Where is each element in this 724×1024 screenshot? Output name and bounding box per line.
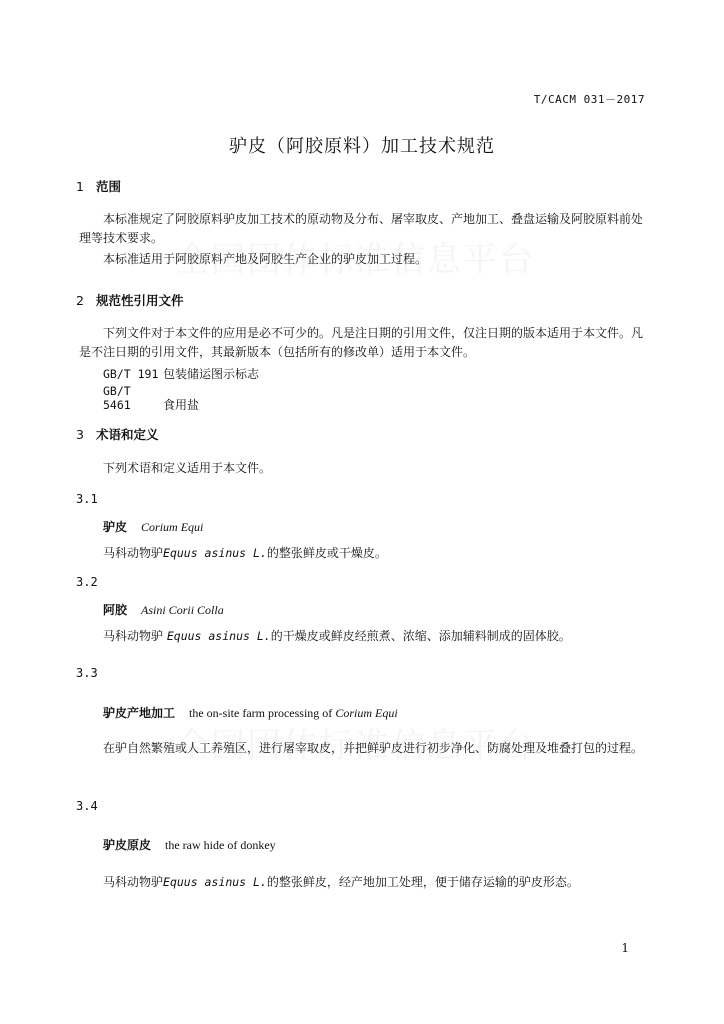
section-number: 3 [76,427,84,442]
term-title [103,704,398,721]
term-number: 3.1 [76,492,98,506]
definition-text: 马科动物驴 [103,629,164,643]
scope-paragraph-1: 本标准规定了阿胶原料驴皮加工技术的原动物及分布、屠宰取皮、产地加工、叠盘运输及阿胶原料前处理等技术要求。 [79,212,644,245]
term-definition [103,544,387,561]
section-title: 规范性引用文件 [96,293,184,308]
term-en: the raw hide of donkey [165,838,276,852]
reference-name: 包装储运图示标志 [163,367,260,381]
reference-code: GB/T 191 [103,367,159,381]
term-zh: 驴皮 [103,520,128,534]
latin-name: Equus asinus L. [163,546,267,560]
document-code: T/CACM 031－2017 [533,93,645,106]
term-title [103,518,203,535]
terms-intro-paragraph: 下列术语和定义适用于本文件。 [103,461,272,475]
definition-text: 的整张鲜皮或干燥皮。 [266,546,387,560]
section-heading-3 [76,425,159,443]
term-en-italic: Corium Equi [335,706,398,720]
section-title: 范围 [96,179,122,194]
term-number: 3.3 [76,666,98,680]
latin-name: Equus asinus L. [163,875,267,889]
definition-text: 的干燥皮或鲜皮经煎煮、浓缩、添加辅料制成的固体胶。 [270,629,571,643]
section-heading-1 [76,177,121,195]
term-title [103,836,276,853]
latin-name: Equus asinus L. [166,629,271,643]
term-en: Asini Corii Colla [141,603,224,617]
reference-item [103,365,259,382]
reference-name: 食用盐 [163,398,200,412]
page-title: 驴皮（阿胶原料）加工技术规范 [229,136,495,157]
term-definition [103,627,571,644]
normative-refs-paragraph: 下列文件对于本文件的应用是必不可少的。凡是注日期的引用文件，仅注日期的版本适用于本文件。凡是不注日期的引用文件，其最新版本（包括所有的修改单）适用于本文件。 [79,326,644,359]
section-number: 1 [76,179,84,194]
section-title: 术语和定义 [96,427,159,442]
scope-paragraph-2: 本标准适用于阿胶原料产地及阿胶生产企业的驴皮加工过程。 [103,252,428,266]
reference-code: GB/T 5461 [103,384,131,412]
term-number: 3.4 [76,799,98,813]
term-title [103,601,224,618]
section-heading-2 [76,291,184,309]
term-zh: 阿胶 [103,603,128,617]
term-en: Corium Equi [141,520,204,534]
term-en: the on-site farm processing of [189,706,336,720]
reference-item [103,384,199,413]
definition-text: 马科动物驴 [103,546,164,560]
definition-text: 马科动物驴 [103,875,164,889]
term-zh: 驴皮原皮 [103,838,152,852]
term-number: 3.2 [76,575,98,589]
term-definition [103,873,579,890]
term-definition: 在驴自然繁殖或人工养殖区，进行屠宰取皮，并把鲜驴皮进行初步净化、防腐处理及堆叠打包的过程。 [103,741,644,755]
section-number: 2 [76,293,84,308]
term-zh: 驴皮产地加工 [103,706,176,720]
definition-text: 的整张鲜皮，经产地加工处理，便于储存运输的驴皮形态。 [266,875,579,889]
page-number: 1 [621,941,629,955]
